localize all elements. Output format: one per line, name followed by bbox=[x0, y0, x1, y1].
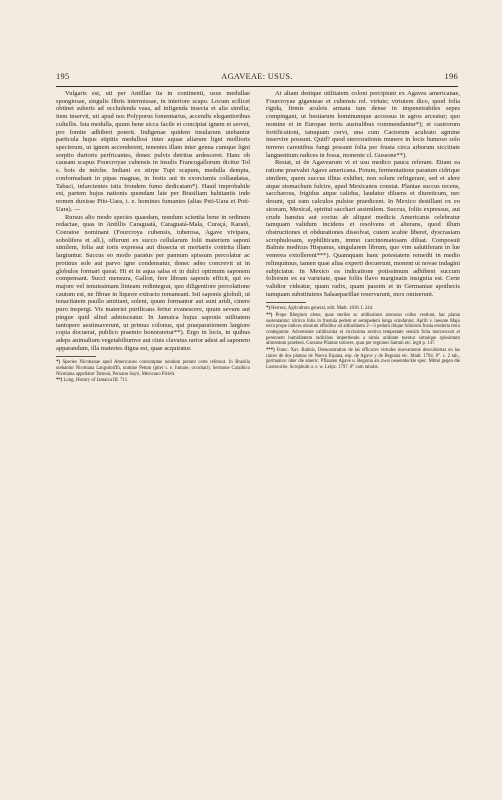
footnote bbox=[56, 378, 250, 384]
footnote-text: Species Nicotianae apud Americanos consumptae nondum potiant certe referunt. In Brasilia utebantur Nicotiana Langsdorffii, nomine Petum (piter i. e. fumare, occultari). Sermone Caraibico Nicotiana appellatur Tamoui, Peruano Sayri, Mexicano Picielt. bbox=[56, 360, 250, 377]
footnote-rule bbox=[56, 356, 96, 357]
running-title: AGAVEAE: USUS. bbox=[221, 72, 293, 81]
page-number-left: 195 bbox=[56, 72, 70, 81]
footnote-mark: **) bbox=[56, 378, 63, 384]
footnote-mark: *) bbox=[56, 360, 60, 366]
footnote bbox=[266, 313, 460, 346]
footnote bbox=[266, 306, 460, 312]
page-number-right: 196 bbox=[444, 72, 458, 81]
footnote-text: Franc. Xav. Balmis, Demonstration de las efficaces virtudes nuevamente descubiertas en las raices de dos plantas de Nueva Espana, esp. de Agave y de Begonia etc. Madr. 1794. 8°. c. 2 tab., germanice: über die americ. Pflanzen Agave u. Begonia als zwei neuentdeckte spec. Mittel gegen die Lustseuche, Scrophuln u. s. w. Leipz. 1797. 8° cum tabulis. bbox=[266, 348, 460, 370]
footnote-text: Long, History of Jamaica III. 711. bbox=[63, 378, 129, 384]
paragraph: Vulgaris est, uti per Antillas ita in continenti, usus medullae spongiosae, singulis fibris intermissae, in interiore scapo. Locum scilicet obtinet suberis ad occludenda vasa, ad infigenda insecta et alia similia; item inservit, uti apud nos Polyporus fomentarius, accendis elegantioribus cultellis. Ista medulla, quum bene sicca facile et concipiat ignem et servet, pro fomite adhiberi poterit. Indigenae quidem insularum utebantur particula hujus stipitis medullosi inter aquae aliarum ligni mollioris specierum, ut ignem accenderent, tenentes illam inter genua cumque ligni sorptio durioris perfricantes, donec pulvis detritus ardesceret. Hanc ob causam scapus Fourcroyae cubensis in insulis Francogallorum dicitur Tol s. bois de mèche. Indiani ex stirpe Tupi scapum, medulla dempta, conformabant in pipas magnas, in festis aut in exorcismis collaudatas, Tabaci, infarcientes istis frondem fumo dedicatam*). Haud improbabile est, partem hujus nationis quondam late per Brasiliam habitantis inde nomen duxisse Pito-Uara, i. e. homines fumantes (alias Peti-Uara et Poti-Uara). — bbox=[56, 90, 250, 213]
footnote bbox=[266, 348, 460, 370]
footnote-mark: **) bbox=[266, 313, 273, 319]
left-column bbox=[56, 90, 250, 385]
footnote bbox=[56, 360, 250, 377]
footnote-rule bbox=[266, 302, 306, 303]
header-rule bbox=[56, 86, 458, 87]
paragraph: Restat, ut de Agavearum vi et usu medico pauca referam. Etiam ea ratione praevalet Agave americana. Potum, fermentatione paratum cidrique similem, quem succus illius exhibet, non solum refrigerare, sed et alere atque stomachum fulcire, apud Mexicanos constat. Plantae succus recens, saccharous, frigidus atque calidus, laudatur diluens et diureticum, nec desunt, qui eam calculos pulsise praedicent. In Mexico destillant ex eo siceram, Mexical, spiritui sacchari assimilem. Succus, foliis expressus, aut crude hanstus aut coctus ab aliquot medicis Americanis celebratur tamquam validum incidens et resolvens et alterans, quod illum obstructiones et obdurationes dissolvat, cutem scabie liberet, dyscrasiam scrophulosam, syphiliticam, immo carcinomatosam diluat. Composuit Balmis medicus Hispanus, singularem librum, quo vim salutiferam in lue venerea extollerent***). Quamquam hanc potestatem remedii in medio relinquimus, tamen quae alias experti docuerunt, monent ut novae indagini subjiciatur. In Mexico ea indicatione potissimum adhibent succum foliorum ex ea varietate, quae foliis flavo marginatis insignita est. Certe validior videatur, quam radix, quam passim et in Germaniae apothecis tamquam substitutens Salsaeparillae reservarunt, mox omiserunt. bbox=[266, 159, 460, 298]
paragraph: Rursus alio modo species quaedam, nondum scientia bene in ordinem redactae, quas in Antillis Caraguatá, Caraguatá-Mala, Curaçá, Karatô, Coeratoe nominant (Fourcroya cubensis, tuberosa, Agave vivipara, sobolifera et all.), offerunt ex succo cellularum folii materiem saponi similem, folia aut toris expressa aut dissecta et mortariis contrita illam largiuntur. Succus eo modo paratus per pannum spissum percolatur ac protinus sole aut parvo igne condensatur, donec adeo concrevit ut in globulos formari queat. Hi et in aqua salsa et in dulci optimum saponem compensant. Succi mensura, Gallon, fere libram saponis efficit, qui eo majore vel tenuissimam linteam redintegrat, quo diligentiore percolatione cautum est, ne fibrae in liquore extracto remaneant. Isti saponis globuli, ut tenacitatem paullo amittant, solent, quum formantur aut sunt aridi, cinere puro inspergi. Vis materiei purificans fertur evanescere, quum sevum aut pingue quid aliud admisceatur. In Jamaica hujus saponis utilitatem tantopere aestimaverunt, ut primus colonus, qui praeparationem largiore copia docuerat, publico praemio honoraretur**). Ergo in locis, in quibus adeps animalium vegetabiliumve aut cinis clavatus rarior adest ad saponem apparandum, illa materies digna est, quae acquiratur. bbox=[56, 213, 250, 352]
footnote-mark: *) bbox=[266, 306, 270, 312]
footnote-text: Herrera, Agricultura general, edit. Madr. 1818. I. 244. bbox=[271, 306, 374, 312]
paragraph: At aliam denique utilitatem coloni percipiunt ex Agaves americanae, Fourcroyae giganteae et cubensis rel. virtute; virtutem dico, quod folia rigida, firmis aculeis armata tam dense in impenetrabiles sepes compingant, ut bestiarum hominumque accessus in agros arceatur; quo nomine et in Europae terris australibus commendantur*); et castrorum fortificationi, tamquam cervi, una cum Cactorum aculeato agmine inservire possunt. Quid? quod stercorationis munere in locis humoso solo terreno carentibus fungi possunt folia per frusta circa arborum sicciitate languentium radices in fossa, monente cl. Gussone**). bbox=[266, 90, 460, 159]
right-column bbox=[266, 90, 460, 372]
running-header bbox=[56, 72, 458, 84]
footnote-mark: ***) bbox=[266, 348, 275, 354]
footnote-text: Prope Rhegium olene, quae steriles ac aridissimos arenosos colles vestiunt, hac planta sustentantur; idcirco folia in frustula pedem et semipedem longa scinduntur, Aprili v. ineunte Majo terra prope radices olearum effoditur ad altitudinem 2—3 pedum ibique foliorum frusta eruderta terra conteguntur. Advenieute calidissima et siccissima aestiva tempestate sensim folia marcescunt et perennem humiditatem radicibus impertiendo a nimia ariditate tuentur simulque spissimum alimentum praebent. Gussone Plantae rariores, quas per regiones Samnii etc. legit p. 147. bbox=[266, 313, 461, 347]
